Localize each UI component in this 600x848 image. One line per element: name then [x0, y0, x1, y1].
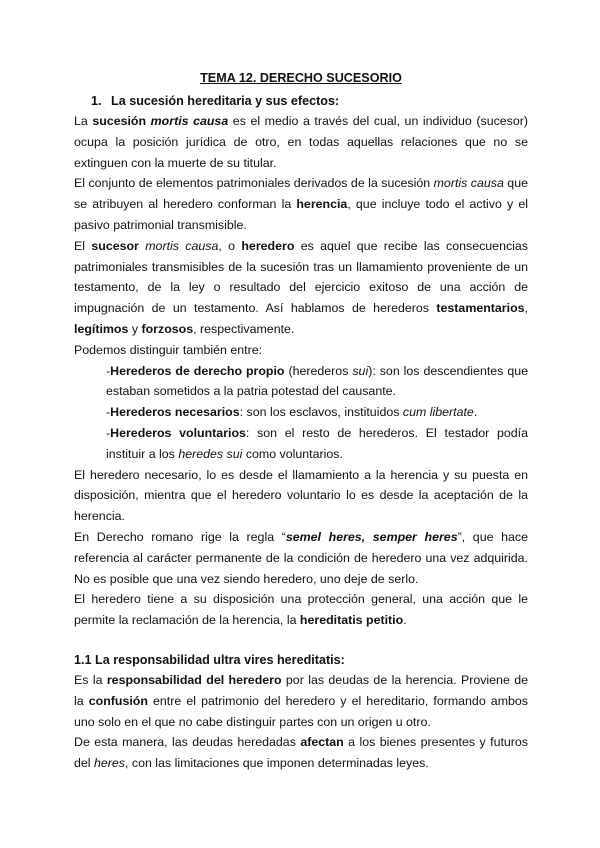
document-title: TEMA 12. DERECHO SUCESORIO — [200, 71, 402, 85]
list-item-derecho-propio: -Herederos de derecho propio (herederos sui): son los descendientes que estaban sometidos a la patria potestad del causante. — [106, 363, 528, 399]
paragraph-distinguish-intro: Podemos distinguir también entre: — [74, 342, 263, 357]
section-1-number: 1. — [91, 94, 102, 108]
paragraph-necesario-voluntario: El heredero necesario, lo es desde el llamamiento a la herencia y su puesta en disposición, mientra que el heredero voluntario lo es desde la aceptación de la herencia. — [74, 467, 528, 524]
section-1-1-heading: 1.1 La responsabilidad ultra vires hereditatis: — [74, 652, 345, 667]
paragraph-hereditatis-petitio: El heredero tiene a su disposición una protección general, una acción que le permite la reclamación de la herencia, la hereditatis petitio. — [74, 592, 528, 628]
paragraph-herencia: El conjunto de elementos patrimoniales derivados de la sucesión mortis causa que se atribuyen al heredero conforman la herencia, que incluye todo el activo y el pasivo patrimonial transmisible. — [74, 176, 528, 232]
section-1-heading-text: La sucesión hereditaria y sus efectos: — [111, 94, 340, 108]
paragraph-sucesion-definition: La sucesión mortis causa es el medio a través del cual, un individuo (sucesor) ocupa la posición jurídica de otro, en todas aquellas relaciones que no se extinguen con la muerte de su titular. — [74, 114, 529, 170]
paragraph-responsabilidad: Es la responsabilidad del heredero por las deudas de la herencia. Proviene de la confusión entre el patrimonio del heredero y el hereditario, formando ambos uno solo en el que no cabe distinguir partes con un origen u otro. — [74, 672, 528, 729]
section-1-heading — [74, 92, 528, 111]
paragraph-semel-heres: En Derecho romano rige la regla “semel heres, semper heres”, que hace referencia al carácter permanente de la condición de heredero una vez adquirida. No es posible que una vez siendo heredero, uno deje de serlo. — [74, 529, 528, 586]
paragraph-deudas: De esta manera, las deudas heredadas afectan a los bienes presentes y futuros del heres, con las limitaciones que imponen determinadas leyes. — [74, 735, 529, 771]
list-item-voluntarios: -Herederos voluntarios: son el resto de herederos. El testador podía instituir a los heredes sui como voluntarios. — [106, 425, 528, 461]
spacer — [74, 631, 528, 651]
document-page — [74, 70, 528, 774]
paragraph-heredero: El sucesor mortis causa, o heredero es aquel que recibe las consecuencias patrimoniales transmisibles de la sucesión tras un llamamiento proveniente de un testamento, de la ley o resultado del ejercicio exitoso de una acción de impugnación de un testamento. Así hablamos de herederos testamentarios, legítimos y forzosos, respectivamente. — [74, 238, 528, 336]
list-item-necesarios: -Herederos necesarios: son los esclavos, instituidos cum libertate. — [106, 405, 478, 420]
